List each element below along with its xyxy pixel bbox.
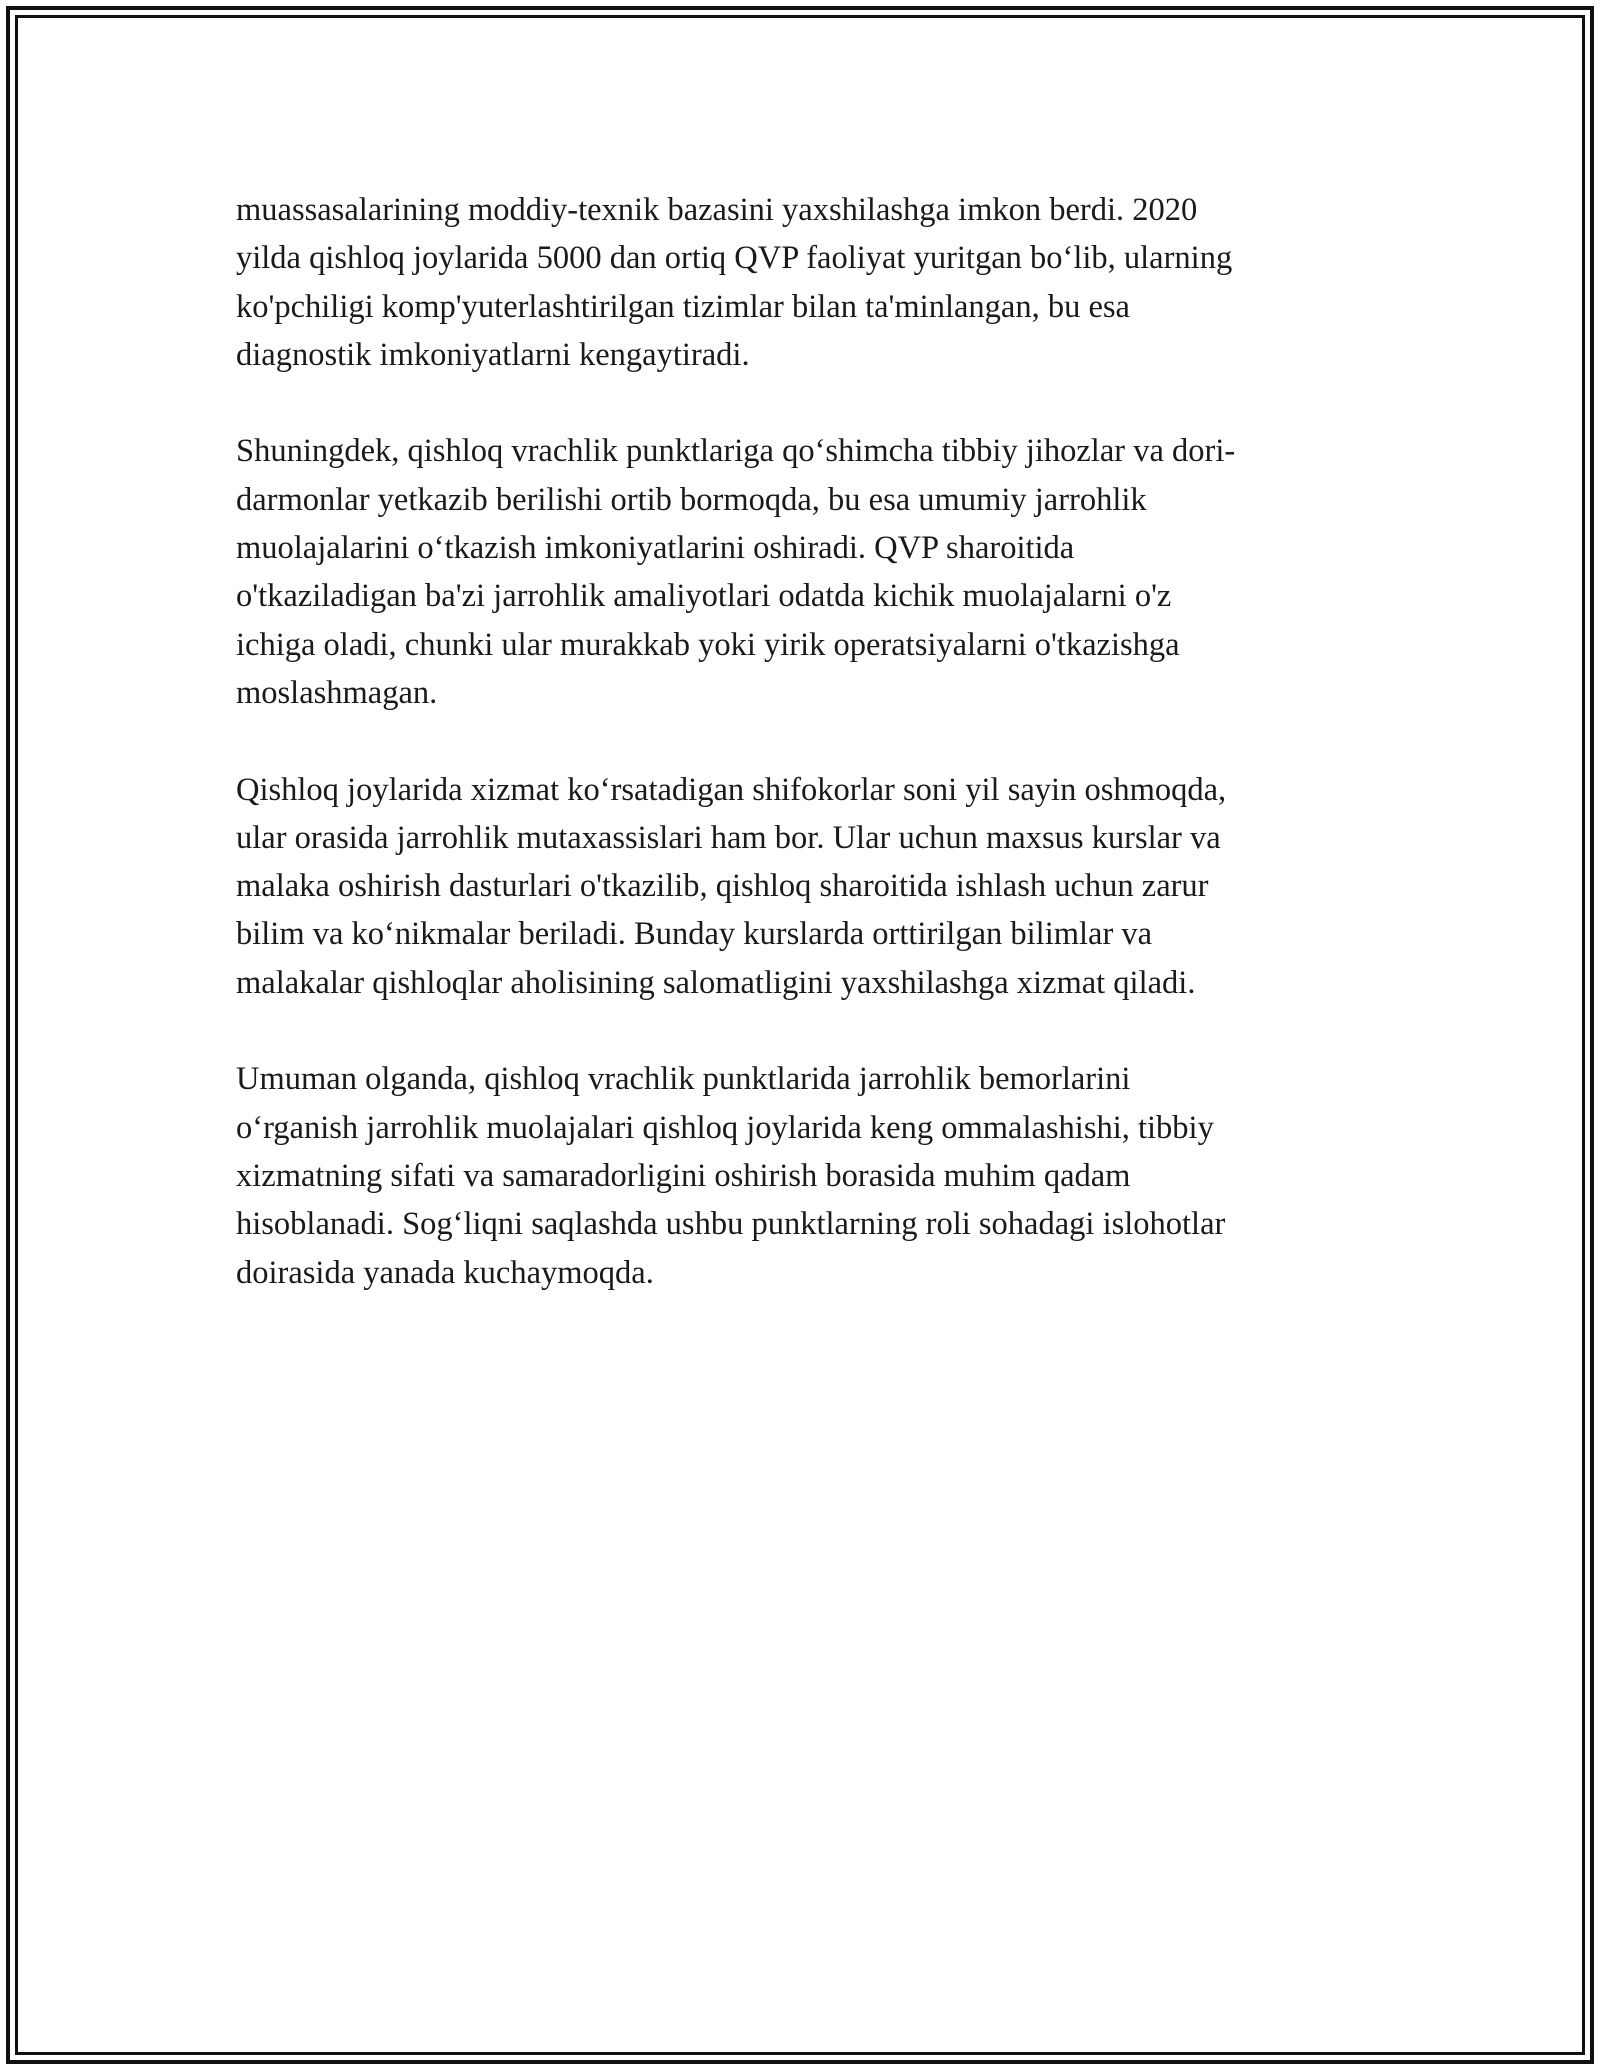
paragraph-1: muassasalarining moddiy-texnik bazasini yaxshilashga imkon berdi. 2020 yilda qishloq joylarida 5000 dan ortiq QVP faoliyat yuritgan bo‘lib, ularning ko'pchiligi komp'yuterlashtirilgan tizimlar bilan ta'minlangan, bu esa diagnostik imkoniyatlarni kengaytiradi. [236, 192, 1233, 373]
paragraph-2: Shuningdek, qishloq vrachlik punktlariga qo‘shimcha tibbiy jihozlar va dori- darmonlar yetkazib berilishi ortib bormoqda, bu esa umumiy jarrohlik muolajalarini o‘tkazish imkoniyatlarini oshiradi. QVP sharoitida o'tkaziladigan ba'zi jarrohlik amaliyotlari odatda kichik muolajalarni o'z ichiga oladi, chunki ular murakkab yoki yirik operatsiyalarni o'tkazishga moslashmagan. [236, 433, 1236, 711]
paragraph-3: Qishloq joylarida xizmat ko‘rsatadigan shifokorlar soni yil sayin oshmoqda, ular orasida jarrohlik mutaxassislari ham bor. Ular uchun maxsus kurslar va malaka oshirish dasturlari o'tkazilib, qishloq sharoitida ishlash uchun zarur bilim va ko‘nikmalar beriladi. Bunday kurslarda orttirilgan bilimlar va malakalar qishloqlar aholisining salomatligini yaxshilashga xizmat qiladi. [236, 771, 1227, 1001]
paragraph-4: Umuman olganda, qishloq vrachlik punktlarida jarrohlik bemorlarini o‘rganish jarrohlik muolajalari qishloq joylarida keng ommalashishi, tibbiy xizmatning sifati va samaradorligini oshirish borasida muhim qadam hisoblanadi. Sog‘liqni saqlashda ushbu punktlarning roli sohadagi islohotlar doirasida yanada kuchaymoqda. [236, 1061, 1226, 1291]
document-body [236, 186, 1366, 1345]
